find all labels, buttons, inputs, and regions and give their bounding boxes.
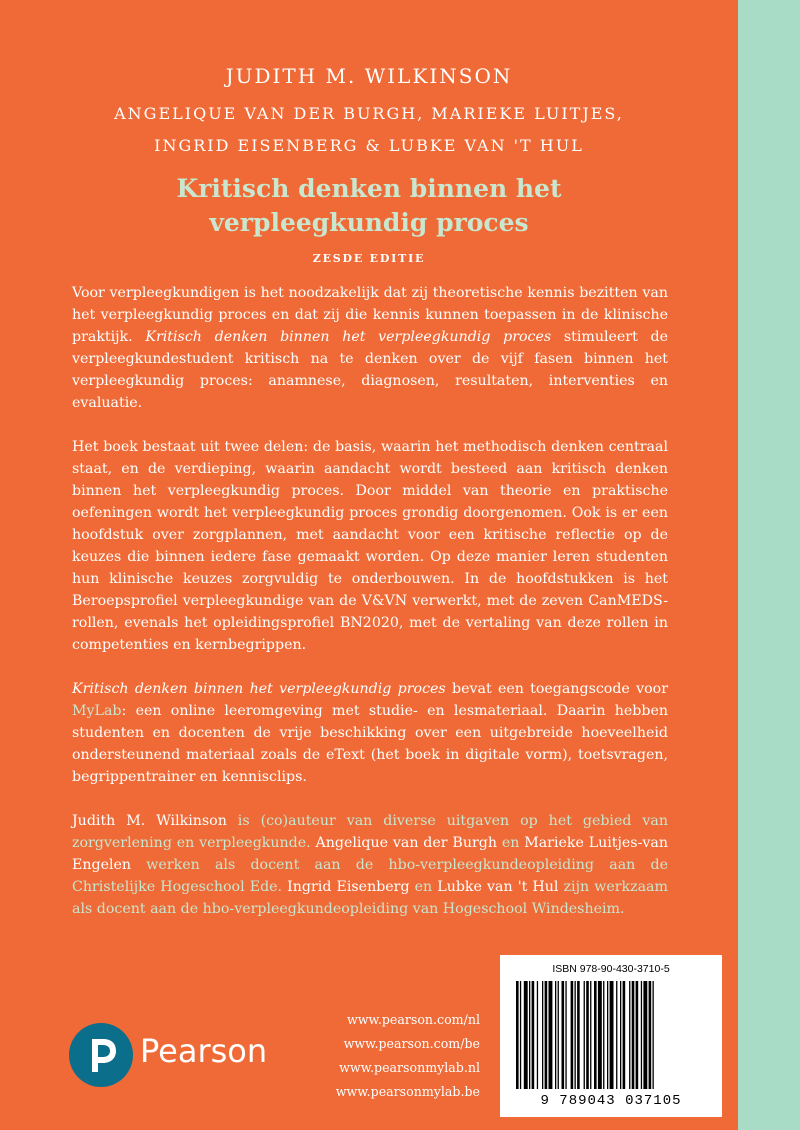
barcode-bar xyxy=(520,981,521,1089)
author-bio xyxy=(72,810,668,920)
barcode-bar xyxy=(558,981,559,1089)
barcode-bar xyxy=(542,981,543,1089)
blurb-paragraph-2: Het boek bestaat uit twee delen: de basis, waarin het methodisch denken centraal staat, en de verdieping, waarin aandacht wordt besteed aan kritisch denken binnen het verpleegkundig proces. Door middel van theorie en praktische oefeningen wordt het verpleegkundig proces grondig doorgenomen. Ook is er een hoofdstuk over zorgplannen, met aandacht voor een kritische reflectie op de keuzes die binnen iedere fase gemaakt worden. Op deze manier leren studenten hun klinische keuzes zorgvuldig te onderbouwen. In de hoofdstukken is het Beroepsprofiel verpleegkundige van de V&VN verwerkt, met de zeven CanMEDS-rollen, evenals het opleidingsprofiel BN2020, met de vertaling van deze rollen in competenties en kernbegrippen. xyxy=(72,439,668,653)
barcode-bar xyxy=(575,981,576,1089)
bio-text: en xyxy=(409,879,438,895)
blurb-paragraph-1 xyxy=(72,282,668,414)
barcode-bar xyxy=(643,981,647,1089)
barcode-icon xyxy=(514,981,708,1089)
barcode-bar xyxy=(549,981,553,1089)
barcode-bar xyxy=(632,981,635,1089)
book-title-line-1: Kritisch denken binnen het xyxy=(176,174,562,203)
co-authors-line-1: ANGELIQUE VAN DER BURGH, MARIEKE LUITJES, xyxy=(114,104,624,123)
url-link[interactable]: www.pearsonmylab.nl xyxy=(339,1060,480,1075)
blurb-text: bevat een toegangscode voor xyxy=(445,681,668,697)
barcode-bar xyxy=(532,981,535,1089)
barcode-bar xyxy=(590,981,591,1089)
barcode-bar xyxy=(565,981,566,1089)
publisher-name: Pearson xyxy=(140,1032,268,1070)
blurb-title-italic: Kritisch denken binnen het verpleegkundig proces xyxy=(72,681,446,697)
blurb xyxy=(72,282,668,942)
barcode-bar xyxy=(607,981,608,1089)
url-link[interactable]: www.pearson.com/nl xyxy=(346,1012,480,1027)
side-strip xyxy=(738,0,800,1130)
barcode-bar xyxy=(555,981,556,1089)
blurb-text: : een online leeromgeving met studie- en lesmateriaal. Daarin hebben studenten en docenten de vrije beschikking over een uitgebreide hoeveelheid ondersteunend materiaal zoals de eText (het boek in digitale vorm), toetsvragen, begrippentrainer en kennisclips. xyxy=(72,703,668,785)
barcode-bar xyxy=(594,981,597,1089)
blurb-text: Voor verpleegkundigen is het noodzakelijk dat zij theoretische kennis bezitten van het verpleegkundig proces en dat zij die kennis kunnen toepassen in de klinische praktijk. xyxy=(72,285,668,345)
barcode-bar xyxy=(653,981,654,1089)
barcode-bar xyxy=(649,981,652,1089)
bio-author-name: Lubke van 't Hul xyxy=(437,879,559,895)
mylab-label: MyLab xyxy=(72,703,122,719)
barcode-bar xyxy=(641,981,642,1089)
bio-text: is (co)auteur van diverse uitgaven op het gebied van zorgverlening en verpleegkunde. xyxy=(72,813,668,851)
barcode-bar xyxy=(571,981,574,1089)
barcode-bar xyxy=(584,981,585,1089)
barcode-bar xyxy=(598,981,602,1089)
barcode-bar xyxy=(529,981,530,1089)
url-link[interactable]: www.pearsonmylab.be xyxy=(335,1084,480,1099)
bio-author-name: Ingrid Eisenberg xyxy=(287,879,410,895)
bio-author-name: Marieke Luitjes-van Engelen xyxy=(72,835,668,873)
pearson-logo-icon xyxy=(68,1022,134,1088)
bio-text: zijn werkzaam als docent aan de hbo-verpleegkundeopleiding van Hogeschool Windesheim. xyxy=(72,879,668,917)
bio-author-name: Judith M. Wilkinson xyxy=(72,813,227,829)
barcode-bar xyxy=(620,981,621,1089)
barcode-bar xyxy=(603,981,604,1089)
barcode-bar xyxy=(537,981,538,1089)
barcode-bar xyxy=(636,981,639,1089)
barcode-bar xyxy=(524,981,528,1089)
blurb-paragraph-3 xyxy=(72,678,668,788)
barcode-bar xyxy=(577,981,580,1089)
url-link[interactable]: www.pearson.com/be xyxy=(343,1036,480,1051)
bio-text: en xyxy=(496,835,525,851)
bio-text: werken als docent aan de hbo-verpleegkundeopleiding aan de Christelijke Hogeschool Ede. xyxy=(72,857,668,895)
book-title xyxy=(0,172,738,240)
edition-label: ZESDE EDITIE xyxy=(312,252,426,265)
blurb-title-italic: Kritisch denken binnen het verpleegkundig proces xyxy=(145,329,552,345)
barcode-bar xyxy=(516,981,519,1089)
book-title-line-2: verpleegkundig proces xyxy=(209,208,529,237)
barcode-bar xyxy=(545,981,548,1089)
isbn-barcode-box xyxy=(500,955,722,1117)
blurb-text: stimuleert de verpleegkundestudent kritisch na te denken over de vijf fasen binnen het verpleegkundig proces: anamnese, diagnosen, resultaten, interventies en evaluatie. xyxy=(72,329,668,411)
co-authors-line-2: INGRID EISENBERG & LUBKE VAN 'T HUL xyxy=(154,136,584,155)
barcode-bar xyxy=(610,981,614,1089)
bio-author-name: Angelique van der Burgh xyxy=(315,835,497,851)
barcode-bar xyxy=(562,981,565,1089)
barcode-bar xyxy=(616,981,617,1089)
publisher-urls xyxy=(290,1008,480,1104)
barcode-bar xyxy=(629,981,630,1089)
isbn-digits: 9 789043 037105 xyxy=(540,1093,682,1109)
primary-author: JUDITH M. WILKINSON xyxy=(225,64,513,88)
barcode-bar xyxy=(623,981,626,1089)
isbn-label: ISBN 978-90-430-3710-5 xyxy=(552,963,670,975)
barcode-bar xyxy=(586,981,589,1089)
